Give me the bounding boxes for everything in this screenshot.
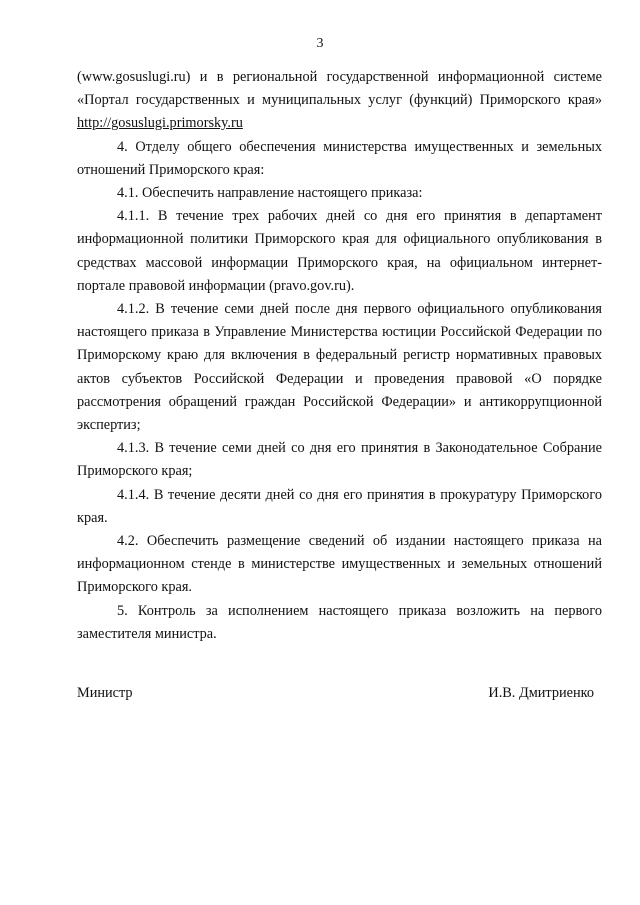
paragraph-item-4-1-4: 4.1.4. В течение десяти дней со дня его принятия в прокуратуру Приморского края. <box>77 486 602 526</box>
signature-block <box>77 682 594 705</box>
paragraph-item-4: 4. Отделу общего обеспечения министерства имущественных и земельных отношений Приморского края: <box>77 138 602 178</box>
signatory-name: И.В. Дмитриенко <box>488 685 594 701</box>
paragraph-item-4-1-1: 4.1.1. В течение трех рабочих дней со дня его принятия в департамент информационной политики Приморского края для официального опубликования в средствах массовой информации Приморского края, на официальном интернет-портале правовой информации (pravo.gov.ru). <box>77 208 602 294</box>
paragraph-item-4-1: 4.1. Обеспечить направление настоящего приказа: <box>117 185 423 202</box>
document-body <box>77 66 602 646</box>
page-number: 3 <box>316 36 324 51</box>
portal-link[interactable]: http://gosuslugi.primorsky.ru <box>77 115 243 132</box>
signatory-position: Министр <box>77 685 133 701</box>
paragraph-portal-references <box>77 66 602 136</box>
paragraph-item-4-1-3: 4.1.3. В течение семи дней со дня его принятия в Законодательное Собрание Приморского края; <box>77 440 602 480</box>
paragraph-item-4-1-2: 4.1.2. В течение семи дней после дня первого официального опубликования настоящего приказа в Управление Министерства юстиции Российской Федерации по Приморскому краю для включения в федеральный регистр нормативных правовых актов субъектов Российской Федерации и проведения правовой «О порядке рассмотрения обращений граждан Российской Федерации» и антикоррупционной экспертиз; <box>77 301 602 434</box>
paragraph-item-4-2: 4.2. Обеспечить размещение сведений об издании настоящего приказа на информационном стенде в министерстве имущественных и земельных отношений Приморского края. <box>77 533 602 596</box>
paragraph-text: (www.gosuslugi.ru) и в региональной государственной информационной системе «Портал государственных и муниципальных услуг (функций) Приморского края» <box>77 69 602 109</box>
paragraph-item-5: 5. Контроль за исполнением настоящего приказа возложить на первого заместителя министра. <box>77 602 602 642</box>
